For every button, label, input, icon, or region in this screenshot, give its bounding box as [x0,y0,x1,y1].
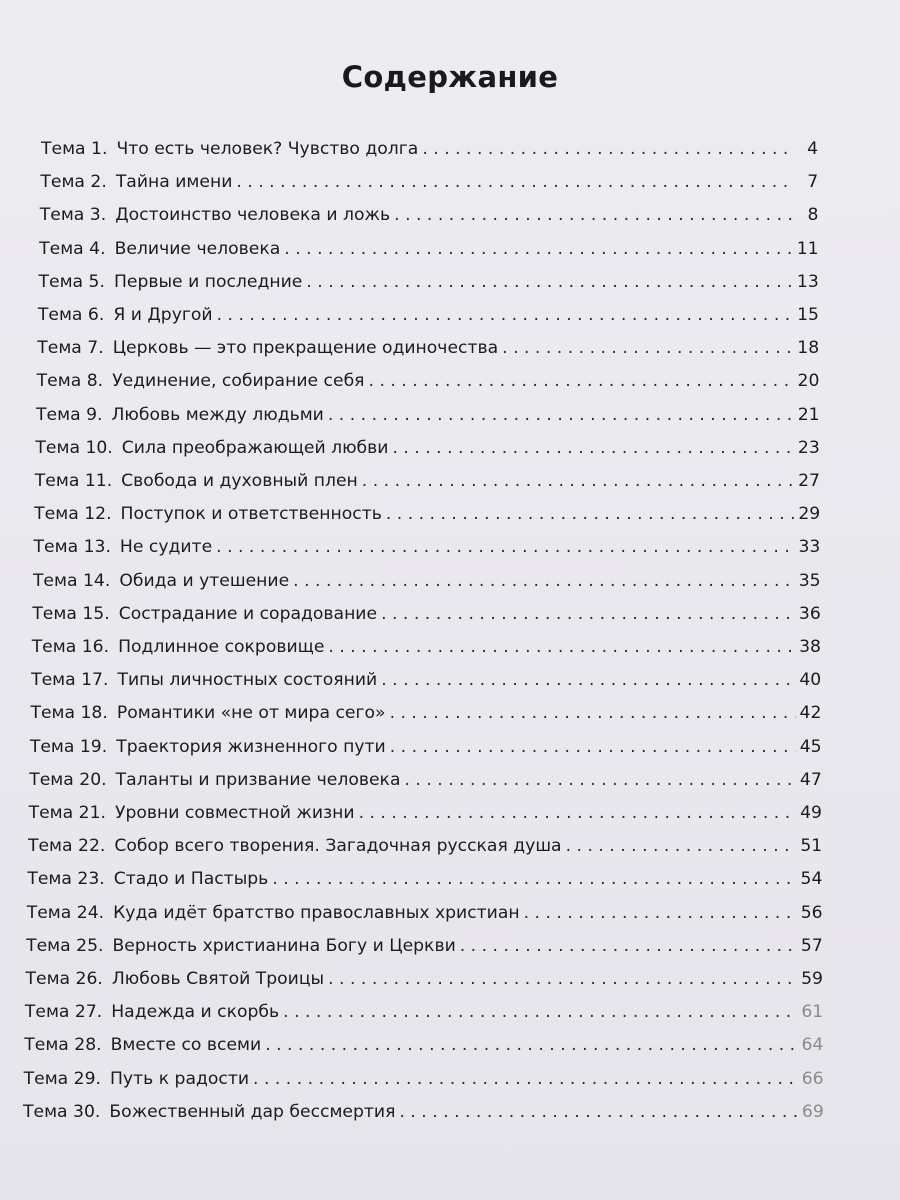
toc-leader-dots [265,1030,797,1060]
toc-entry [27,898,823,928]
toc-entry-title: Сила преображающей любви [121,437,389,458]
toc-leader-dots [283,997,797,1027]
toc-entry-number: Тема 29. [23,1068,101,1089]
toc-leader-dots [502,333,793,363]
toc-leader-dots [306,267,793,297]
toc-entry [31,665,821,695]
toc-leader-dots [566,831,797,861]
toc-page-number: 7 [807,172,819,193]
toc-leader-dots [390,732,796,762]
toc-entry [29,765,822,795]
toc-leader-dots [284,234,792,264]
toc-entry-title: Величие человека [114,238,281,259]
toc-page-number: 36 [798,603,821,624]
toc-page-number: 35 [798,570,821,591]
toc-entry-title: Что есть человек? Чувство долга [116,139,419,159]
toc-entry [26,964,824,994]
toc-entry-number: Тема 28. [24,1035,102,1056]
toc-entry [33,566,821,596]
toc-page-number: 66 [801,1068,824,1089]
toc-entry-title: Не судите [119,537,213,558]
toc-entry [30,732,822,762]
toc-page-number: 23 [797,437,820,458]
toc-entry-number: Тема 13. [33,537,111,558]
toc-leader-dots [328,964,797,994]
toc-entry [35,433,819,463]
toc-page-number: 51 [800,836,823,857]
toc-entry-title: Обида и утешение [119,570,290,591]
toc-entry [29,798,822,828]
toc-entry [40,200,819,230]
toc-entry-title: Типы личностных состояний [117,670,378,691]
toc-entry-title: Божественный дар бессмертия [109,1101,396,1122]
toc-leader-dots [422,134,794,164]
toc-page-number: 29 [798,504,821,525]
toc-entry-title: Куда идёт братство православных христиан [113,902,520,923]
toc-entry-title: Собор всего творения. Загадочная русская душа [114,836,562,857]
toc-entry-number: Тема 10. [35,437,113,458]
toc-entry-title: Сострадание и сорадование [118,603,378,624]
toc-leader-dots [394,200,794,230]
toc-entry [35,466,820,496]
toc-entry [23,1097,824,1127]
toc-leader-dots [216,532,794,562]
toc-entry-title: Любовь между людьми [111,404,324,425]
toc-page-number: 13 [796,271,819,292]
toc-leader-dots [253,1064,798,1094]
toc-entry-number: Тема 2. [40,172,107,193]
toc-leader-dots [460,931,797,961]
toc-page-number: 42 [799,703,822,724]
toc-page-number: 21 [797,404,820,425]
toc-page-number: 69 [801,1101,824,1122]
toc-entry [24,1030,823,1060]
toc-entry-number: Тема 23. [27,869,105,890]
toc-page-number: 33 [798,537,821,558]
toc-entry [27,864,822,894]
toc-entry-number: Тема 6. [37,305,105,325]
toc-page-number: 56 [800,902,823,923]
toc-entry [34,532,821,562]
toc-entry-number: Тема 19. [29,736,108,757]
toc-entry-number: Тема 18. [30,703,108,724]
toc-entry-number: Тема 21. [28,803,106,823]
toc-entry-number: Тема 8. [36,371,104,392]
toc-leader-dots [328,632,795,662]
toc-entry [41,134,818,164]
toc-entry-title: Траектория жизненного пути [116,736,386,757]
toc-leader-dots [404,765,795,795]
toc-leader-dots [362,466,794,496]
toc-entry-number: Тема 27. [24,1002,103,1023]
toc-entry-title: Путь к радости [110,1068,250,1089]
toc-entry-number: Тема 20. [29,769,107,790]
toc-page-number: 47 [799,769,822,790]
toc-page-number: 45 [799,736,822,757]
toc-entry-title: Свобода и духовный плен [121,471,358,491]
toc-entry-title: Достоинство человека и ложь [115,205,391,226]
toc-leader-dots [392,433,793,463]
toc-page-number: 4 [807,139,818,159]
toc-leader-dots [236,167,794,197]
toc-entry-number: Тема 17. [31,670,109,691]
toc-leader-dots [399,1097,797,1127]
toc-leader-dots [524,898,797,928]
toc-entry-number: Тема 3. [39,205,107,226]
toc-entry [37,366,820,396]
toc-entry-number: Тема 1. [41,139,108,159]
toc-leader-dots [359,798,797,828]
toc-entry [39,234,818,264]
toc-leader-dots [217,300,794,330]
toc-leader-dots [381,665,795,695]
toc-leader-dots [386,499,794,529]
toc-entry [32,632,821,662]
toc-entry [25,997,823,1027]
toc-entry-number: Тема 5. [38,271,105,292]
toc-entry-title: Поступок и ответственность [120,504,382,525]
toc-leader-dots [369,366,794,396]
toc-entry [24,1064,824,1094]
toc-entry-title: Таланты и призвание человека [115,769,401,790]
toc-page-number: 27 [798,471,820,491]
toc-entry [30,698,821,728]
toc-entry-number: Тема 22. [27,836,106,857]
toc-entry-title: Надежда и скорбь [111,1002,280,1023]
toc-page-number: 15 [797,305,819,325]
toc-entry [34,499,820,529]
toc-entry-title: Романтики «не от мира сего» [116,703,386,724]
toc-entry [40,167,818,197]
toc-entry [37,333,819,363]
toc-entry-number: Тема 26. [25,969,103,989]
toc-page-number: 18 [797,338,820,359]
toc-page-number: 49 [800,803,822,823]
toc-entry-title: Стадо и Пастырь [113,869,269,890]
toc-entry [28,831,822,861]
toc-entry-number: Тема 9. [36,404,103,425]
toc-entry-title: Уровни совместной жизни [114,803,355,823]
toc-entry-title: Подлинное сокровище [118,637,325,657]
toc-page-number: 54 [800,869,823,890]
toc-entry-number: Тема 4. [39,238,106,259]
toc-entry-number: Тема 25. [26,935,104,956]
toc-entry-number: Тема 15. [32,603,110,624]
toc-entry-number: Тема 12. [34,504,112,525]
toc-entry [36,400,820,430]
toc-leader-dots [390,698,796,728]
toc-entry-title: Тайна имени [115,172,233,193]
toc-entry-title: Я и Другой [113,305,213,325]
toc-entry-title: Первые и последние [113,271,303,292]
toc-entry [26,931,823,961]
toc-entry-title: Любовь Святой Троицы [111,969,325,989]
toc-entry-title: Вместе со всеми [110,1035,262,1056]
toc-leader-dots [381,599,795,629]
toc-page-number: 38 [799,637,821,657]
toc-leader-dots [293,566,795,596]
toc-entry-number: Тема 30. [23,1101,101,1122]
toc-entry-number: Тема 16. [31,637,110,657]
toc-entry-number: Тема 24. [26,902,105,923]
toc-page-number: 11 [796,238,819,259]
toc-page-number: 64 [801,1035,824,1056]
toc-entry-title: Церковь — это прекращение одиночества [112,338,499,359]
toc-page-number: 59 [801,969,823,989]
toc-entry-number: Тема 14. [32,570,111,591]
toc-entry [38,300,819,330]
toc-entry [32,599,820,629]
toc-page-number: 57 [800,935,823,956]
toc-leader-dots [328,400,794,430]
toc-page-number: 8 [807,205,819,226]
toc-entry [39,267,819,297]
toc-entry-title: Верность христианина Богу и Церкви [112,935,456,956]
toc-entry-number: Тема 7. [37,338,104,359]
toc-entry-title: Уединение, собирание себя [112,371,365,392]
page-title: Содержание [341,60,559,94]
toc-leader-dots [272,864,796,894]
toc-page-number: 61 [801,1002,824,1023]
toc-entry-number: Тема 11. [34,471,113,491]
toc-page-number: 40 [799,670,822,691]
toc-page-number: 20 [797,371,820,392]
